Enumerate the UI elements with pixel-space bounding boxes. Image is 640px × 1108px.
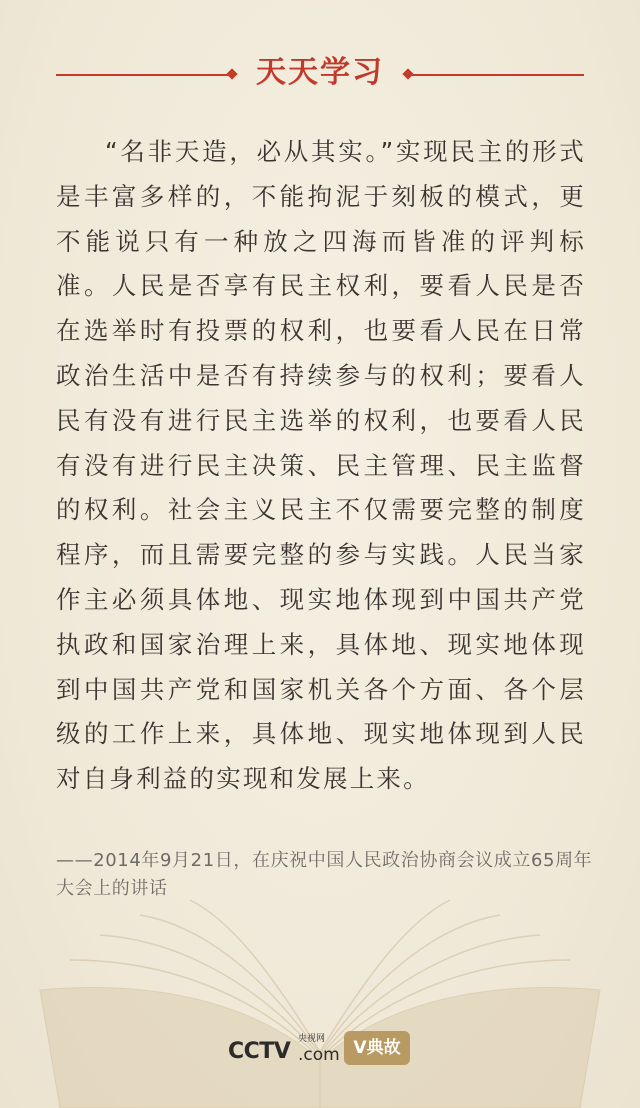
cctv-logo-sub: 央视网 — [298, 1034, 326, 1044]
vdiangu-badge — [344, 1031, 410, 1065]
cctv-logo — [228, 1031, 338, 1067]
quote-body: “名非天造，必从其实。”实现民主的形式是丰富多样的，不能拘泥于刻板的模式，更不能说只有一种放之四海而皆准的评判标准。人民是否享有民主权利，要看人民是否在选举时有投票的权利，也要看人民在日常政治生活中是否有持续参与的权利；要看人民有没有进行民主选举的权利，也要看人民有没有进行民主决策、民主管理、民主监督的权利。社会主义民主不仅需要完整的制度程序，而且需要完整的参与实践。人民当家作主必须具体地、现实地体现到中国共产党执政和国家治理上来，具体地、现实地体现到中国共产党和国家机关各个方面、各个层级的工作上来，具体地、现实地体现到人民对自身利益的实现和发展上来。 — [56, 137, 586, 794]
cctv-logo-main: CCTV — [228, 1039, 291, 1064]
vdiangu-badge-label: V典故 — [353, 1038, 401, 1058]
header-rule-left — [56, 74, 228, 76]
header — [0, 48, 640, 98]
header-diamond-left — [226, 68, 237, 79]
cctv-logo-com: .com — [298, 1045, 340, 1065]
footer — [0, 1025, 640, 1071]
header-title: 天天学习 — [256, 55, 384, 90]
quote-source: ——2014年9月21日，在庆祝中国人民政治协商会议成立65周年大会上的讲话 — [56, 850, 593, 899]
header-rule-right — [412, 74, 584, 76]
open-book-illustration — [0, 880, 640, 1108]
